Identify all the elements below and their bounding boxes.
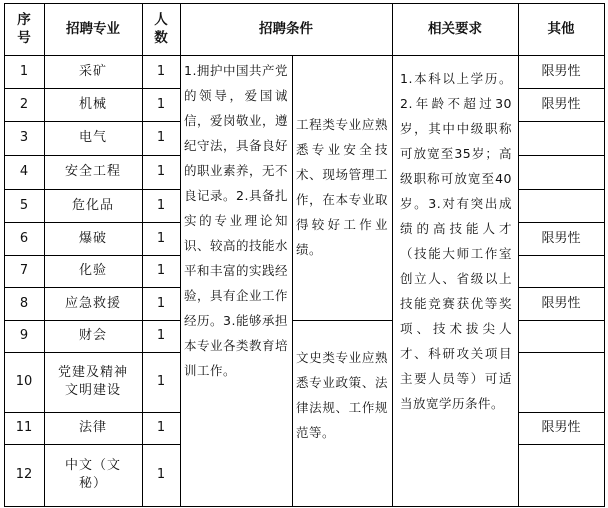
row-count: 1 xyxy=(156,328,166,343)
row-other: 限男性 xyxy=(541,230,581,246)
row-seq: 5 xyxy=(19,197,29,213)
row-divider xyxy=(4,444,181,445)
row-major: 安全工程 xyxy=(64,164,121,179)
row-major: 应急救援 xyxy=(64,295,121,311)
row-count: 1 xyxy=(156,374,166,389)
header-divider xyxy=(4,55,605,56)
row-count: 1 xyxy=(156,230,166,246)
row-divider xyxy=(518,189,605,190)
conditions-column-divider xyxy=(292,55,293,507)
header-other: 其他 xyxy=(547,21,575,37)
row-major: 化验 xyxy=(78,263,107,278)
row-count: 1 xyxy=(156,164,166,179)
row-seq: 4 xyxy=(19,164,29,179)
engineering-conditions: 工程类专业应熟悉专业安全技术、现场管理工作，在本专业取得较好工作业绩。 xyxy=(296,117,388,257)
row-divider xyxy=(4,352,181,353)
row-seq: 6 xyxy=(19,230,29,246)
requirements-text: 1.本科以上学历。2.年龄不超过30岁，其中中级职称可放宽至35岁；高级职称可放宽至40岁。3.对有突出成绩的高技能人才（技能大师工作室创立人、省级以上技能竞赛获优等奖项、技术拔尖人才、科研攻关项目主要人员等）可适当放宽学历条件。 xyxy=(400,71,512,411)
header-count xyxy=(142,3,180,55)
row-count: 1 xyxy=(156,467,166,482)
row-major: 采矿 xyxy=(78,63,107,79)
row-other xyxy=(518,189,604,222)
row-seq: 8 xyxy=(19,295,29,311)
row-seq: 12 xyxy=(15,467,33,482)
row-divider xyxy=(518,320,605,321)
row-count: 1 xyxy=(156,63,166,79)
row-divider xyxy=(4,287,181,288)
row-divider xyxy=(518,352,605,353)
row-seq: 2 xyxy=(19,96,29,112)
header-seq-line1: 序 xyxy=(17,12,31,28)
row-seq: 10 xyxy=(15,374,33,389)
row-count: 1 xyxy=(156,420,166,435)
row-divider xyxy=(518,287,605,288)
row-major: 机械 xyxy=(78,96,107,112)
row-major: 电气 xyxy=(78,130,107,145)
row-other xyxy=(518,320,604,352)
row-divider xyxy=(518,412,605,413)
header-conditions: 招聘条件 xyxy=(259,21,313,37)
row-other xyxy=(518,255,604,287)
row-divider xyxy=(4,189,181,190)
row-divider xyxy=(518,444,605,445)
row-count: 1 xyxy=(156,263,166,278)
header-count-line1: 人 xyxy=(154,12,168,28)
row-major: 财会 xyxy=(78,328,107,343)
row-divider xyxy=(518,255,605,256)
row-divider xyxy=(4,255,181,256)
row-other xyxy=(518,155,604,189)
row-count: 1 xyxy=(156,130,166,145)
header-requirements: 相关要求 xyxy=(428,21,482,37)
row-major: 爆破 xyxy=(78,230,107,246)
column-divider xyxy=(4,3,5,507)
humanities-conditions: 文史类专业应熟悉专业政策、法律法规、工作规范等。 xyxy=(296,350,388,440)
row-divider xyxy=(4,121,181,122)
row-major: 党建及精神文明建设 xyxy=(57,365,128,398)
row-major: 法律 xyxy=(78,420,107,435)
row-other: 限男性 xyxy=(541,63,581,79)
row-count: 1 xyxy=(156,295,166,311)
row-major: 危化品 xyxy=(71,197,114,213)
row-other xyxy=(518,444,604,506)
row-divider xyxy=(518,88,605,89)
general-conditions: 1.拥护中国共产党的领导，爱国诚信，爱岗敬业，遵纪守法，具备良好的职业素养，无不良记录。2.具备扎实的专业理论知识、较高的技能水平和丰富的实践经验，具有企业工作经历。3.能够承担本专业各类教育培训工作。 xyxy=(184,63,289,378)
row-divider xyxy=(4,320,181,321)
row-seq: 7 xyxy=(19,263,29,278)
column-divider xyxy=(180,3,181,507)
column-divider xyxy=(44,3,45,507)
row-divider xyxy=(4,88,181,89)
row-seq: 11 xyxy=(15,420,33,435)
row-divider xyxy=(4,155,181,156)
row-other: 限男性 xyxy=(541,295,581,311)
row-count: 1 xyxy=(156,197,166,213)
row-count: 1 xyxy=(156,96,166,112)
conditions-divider xyxy=(292,320,393,321)
row-other: 限男性 xyxy=(541,420,581,435)
row-other xyxy=(518,352,604,412)
header-seq xyxy=(4,3,44,55)
row-other xyxy=(518,121,604,155)
table-border-top xyxy=(4,3,605,4)
row-divider xyxy=(4,412,181,413)
column-divider xyxy=(392,3,393,507)
row-seq: 3 xyxy=(19,130,29,145)
header-major: 招聘专业 xyxy=(66,21,120,37)
row-divider xyxy=(518,121,605,122)
column-divider xyxy=(604,3,605,507)
row-divider xyxy=(518,155,605,156)
row-other: 限男性 xyxy=(541,96,581,112)
header-count-line2: 数 xyxy=(154,30,168,46)
header-seq-line2: 号 xyxy=(17,30,31,46)
row-divider xyxy=(4,222,181,223)
row-seq: 9 xyxy=(19,328,29,343)
table-border-bottom xyxy=(4,506,605,507)
column-divider xyxy=(518,3,519,507)
row-major: 中文（文秘） xyxy=(64,458,121,491)
column-divider xyxy=(142,3,143,507)
row-divider xyxy=(518,222,605,223)
row-seq: 1 xyxy=(19,63,29,79)
